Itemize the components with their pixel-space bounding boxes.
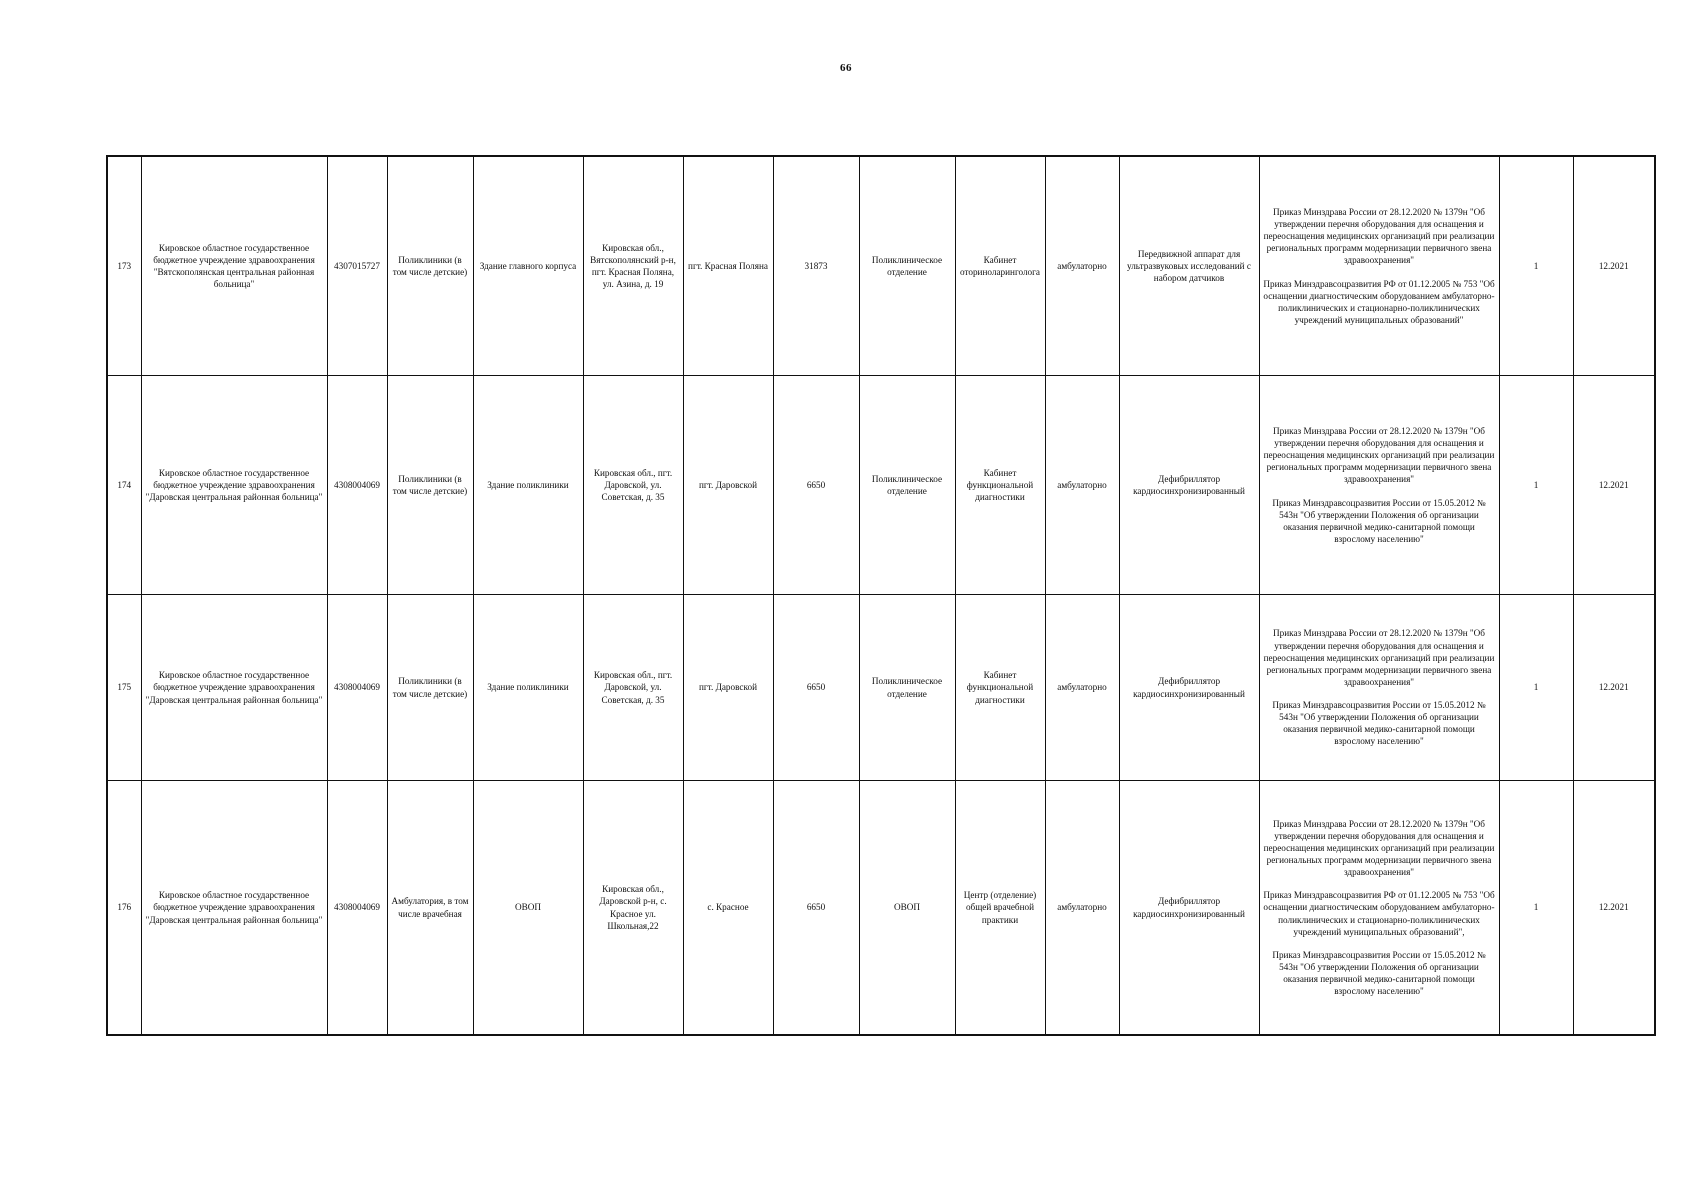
facility-type: Амбулатория, в том числе врачебная bbox=[387, 781, 473, 1036]
equipment-name: Дефибриллятор кардиосинхронизированный bbox=[1119, 376, 1259, 595]
population: 6650 bbox=[773, 781, 859, 1036]
locality: пгт. Даровской bbox=[683, 595, 773, 781]
address: Кировская обл., пгт. Даровской, ул. Советская, д. 35 bbox=[583, 595, 683, 781]
regulatory-document: Приказ Минздрава России от 28.12.2020 № 1379н "Об утверждении перечня оборудования для оснащения и переоснащения медицинских организаций при реализации региональных программ модернизации первичного звена здравоохранения" bbox=[1263, 628, 1495, 687]
regulatory-documents bbox=[1259, 156, 1499, 376]
equipment-name: Передвижной аппарат для ультразвуковых исследований с набором датчиков bbox=[1119, 156, 1259, 376]
delivery-date: 12.2021 bbox=[1573, 781, 1655, 1036]
regulatory-document: Приказ Минздравсоцразвития России от 15.05.2012 № 543н "Об утверждении Положения об организации оказания первичной медико-санитарной помощи взрослому населению" bbox=[1272, 700, 1486, 747]
institution-name: Кировское областное государственное бюджетное учреждение здравоохранения "Вятскополянская центральная районная больница" bbox=[141, 156, 327, 376]
facility-type: Поликлиники (в том числе детские) bbox=[387, 376, 473, 595]
address: Кировская обл., пгт. Даровской, ул. Советская, д. 35 bbox=[583, 376, 683, 595]
regulatory-documents bbox=[1259, 376, 1499, 595]
room: Кабинет функциональной диагностики bbox=[955, 376, 1045, 595]
address: Кировская обл., Вятскополянский р-н, пгт. Красная Поляна, ул. Азина, д. 19 bbox=[583, 156, 683, 376]
address: Кировская обл., Даровской р-н, с. Красное ул. Школьная,22 bbox=[583, 781, 683, 1036]
locality: пгт. Красная Поляна bbox=[683, 156, 773, 376]
institution-name: Кировское областное государственное бюджетное учреждение здравоохранения "Даровская центральная районная больница" bbox=[141, 376, 327, 595]
inn-code: 4308004069 bbox=[327, 376, 387, 595]
table-row bbox=[107, 781, 1655, 1036]
care-form: амбулаторно bbox=[1045, 376, 1119, 595]
population: 31873 bbox=[773, 156, 859, 376]
row-number: 175 bbox=[107, 595, 141, 781]
department: Поликлиническое отделение bbox=[859, 156, 955, 376]
locality: пгт. Даровской bbox=[683, 376, 773, 595]
care-form: амбулаторно bbox=[1045, 595, 1119, 781]
institution-name: Кировское областное государственное бюджетное учреждение здравоохранения "Даровская центральная районная больница" bbox=[141, 781, 327, 1036]
table-row bbox=[107, 595, 1655, 781]
inn-code: 4308004069 bbox=[327, 781, 387, 1036]
quantity: 1 bbox=[1499, 781, 1573, 1036]
care-form: амбулаторно bbox=[1045, 781, 1119, 1036]
regulatory-documents bbox=[1259, 595, 1499, 781]
regulatory-document: Приказ Минздравсоцразвития РФ от 01.12.2005 № 753 "Об оснащении диагностическим оборудованием амбулаторно-поликлинических и стационарно-поликлинических учреждений муниципальных образований", bbox=[1263, 890, 1495, 937]
row-number: 176 bbox=[107, 781, 141, 1036]
department: Поликлиническое отделение bbox=[859, 376, 955, 595]
quantity: 1 bbox=[1499, 156, 1573, 376]
department: ОВОП bbox=[859, 781, 955, 1036]
regulatory-document: Приказ Минздрава России от 28.12.2020 № 1379н "Об утверждении перечня оборудования для оснащения и переоснащения медицинских организаций при реализации региональных программ модернизации первичного звена здравоохранения" bbox=[1263, 425, 1495, 485]
room: Центр (отделение) общей врачебной практики bbox=[955, 781, 1045, 1036]
regulatory-document: Приказ Минздрава России от 28.12.2020 № 1379н "Об утверждении перечня оборудования для оснащения и переоснащения медицинских организаций при реализации региональных программ модернизации первичного звена здравоохранения" bbox=[1263, 206, 1495, 266]
table-row bbox=[107, 156, 1655, 376]
regulatory-document: Приказ Минздравсоцразвития России от 15.05.2012 № 543н "Об утверждении Положения об организации оказания первичной медико-санитарной помощи взрослому населению" bbox=[1272, 949, 1486, 997]
institution-name: Кировское областное государственное бюджетное учреждение здравоохранения "Даровская центральная районная больница" bbox=[141, 595, 327, 781]
building-name: ОВОП bbox=[473, 781, 583, 1036]
building-name: Здание главного корпуса bbox=[473, 156, 583, 376]
building-name: Здание поликлиники bbox=[473, 595, 583, 781]
delivery-date: 12.2021 bbox=[1573, 595, 1655, 781]
page-number: 66 bbox=[840, 62, 852, 74]
quantity: 1 bbox=[1499, 376, 1573, 595]
regulatory-document: Приказ Минздравсоцразвития России от 15.05.2012 № 543н "Об утверждении Положения об организации оказания первичной медико-санитарной помощи взрослому населению" bbox=[1272, 497, 1486, 544]
regulatory-document: Приказ Минздрава России от 28.12.2020 № 1379н "Об утверждении перечня оборудования для оснащения и переоснащения медицинских организаций при реализации региональных программ модернизации первичного звена здравоохранения" bbox=[1263, 818, 1495, 878]
delivery-date: 12.2021 bbox=[1573, 376, 1655, 595]
delivery-date: 12.2021 bbox=[1573, 156, 1655, 376]
population: 6650 bbox=[773, 376, 859, 595]
regulatory-document: Приказ Минздравсоцразвития РФ от 01.12.2005 № 753 "Об оснащении диагностическим оборудованием амбулаторно-поликлинических и стационарно-поликлинических учреждений муниципальных образований" bbox=[1263, 278, 1495, 325]
inn-code: 4307015727 bbox=[327, 156, 387, 376]
facility-type: Поликлиники (в том числе детские) bbox=[387, 156, 473, 376]
row-number: 173 bbox=[107, 156, 141, 376]
equipment-table-container bbox=[106, 155, 1654, 1036]
department: Поликлиническое отделение bbox=[859, 595, 955, 781]
equipment-table bbox=[106, 155, 1656, 1036]
equipment-name: Дефибриллятор кардиосинхронизированный bbox=[1119, 781, 1259, 1036]
room: Кабинет функциональной диагностики bbox=[955, 595, 1045, 781]
room: Кабинет оториноларинголога bbox=[955, 156, 1045, 376]
population: 6650 bbox=[773, 595, 859, 781]
facility-type: Поликлиники (в том числе детские) bbox=[387, 595, 473, 781]
building-name: Здание поликлиники bbox=[473, 376, 583, 595]
inn-code: 4308004069 bbox=[327, 595, 387, 781]
row-number: 174 bbox=[107, 376, 141, 595]
care-form: амбулаторно bbox=[1045, 156, 1119, 376]
equipment-name: Дефибриллятор кардиосинхронизированный bbox=[1119, 595, 1259, 781]
quantity: 1 bbox=[1499, 595, 1573, 781]
locality: с. Красное bbox=[683, 781, 773, 1036]
table-row bbox=[107, 376, 1655, 595]
regulatory-documents bbox=[1259, 781, 1499, 1036]
